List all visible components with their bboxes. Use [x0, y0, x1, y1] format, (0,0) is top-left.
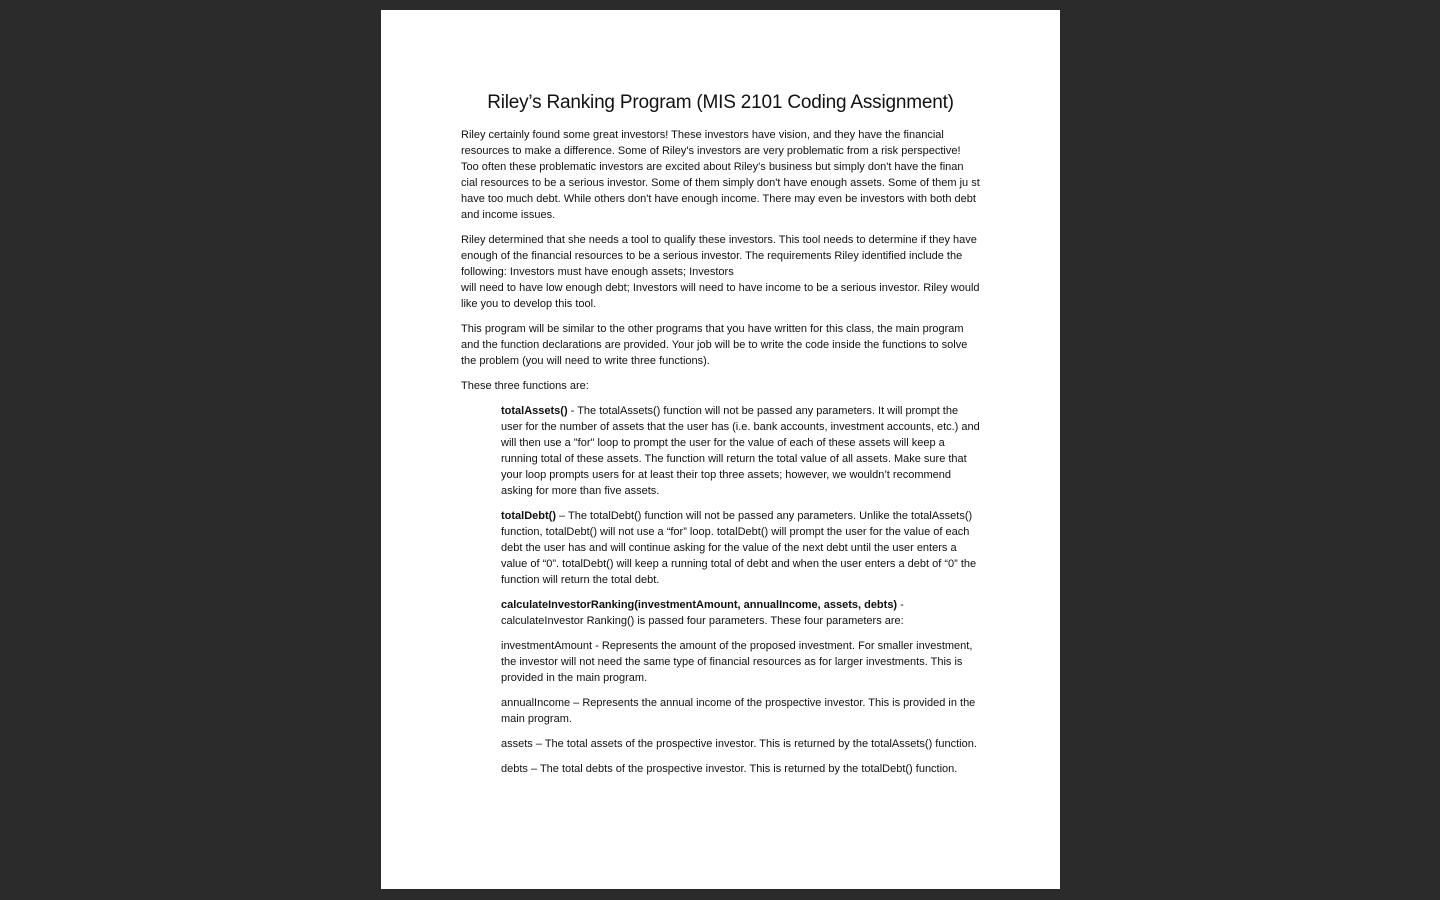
- requirements-paragraph: [461, 232, 980, 312]
- requirements-text-part-2: will need to have low enough debt; Investors will need to have income to be a serious investor. Riley would like you to develop this tool.: [461, 282, 980, 310]
- function-description: – The totalDebt() function will not be passed any parameters. Unlike the totalAssets() function, totalDebt() will not use a “for” loop. totalDebt() will prompt the user for the value of each debt the user has and will continue asking for the value of the next debt until the user enters a value of “0”. totalDebt() will keep a running total of debt and when the user enters a debt of “0” the function will return the total debt.: [501, 510, 977, 586]
- document-title: Riley’s Ranking Program (MIS 2101 Coding Assignment): [487, 92, 954, 113]
- parameter-assets: assets – The total assets of the prospective investor. This is returned by the totalAssets() function.: [501, 738, 977, 750]
- program-paragraph: This program will be similar to the other programs that you have written for this class, the main program and the function declarations are provided. Your job will be to write the code inside the functions to solve the problem (you will need to write three functions).: [461, 323, 968, 367]
- parameter-investment-amount: investmentAmount - Represents the amount of the proposed investment. For smaller investment, the investor will not need the same type of financial resources as for larger investments. This is provided in the main program.: [501, 640, 973, 684]
- document-page: [381, 10, 1060, 889]
- parameter-debts: debts – The total debts of the prospective investor. This is returned by the totalDebt() function.: [501, 763, 958, 775]
- requirements-text-part-1: Riley determined that she needs a tool to qualify these investors. This tool needs to determine if they have enough of the financial resources to be a serious investor. The requirements Riley identified include the following: Investors must have enough assets; Investors: [461, 234, 977, 278]
- function-name: totalDebt(): [501, 510, 556, 522]
- function-total-assets: [501, 403, 980, 499]
- functions-intro: These three functions are:: [461, 380, 589, 392]
- function-description: - calculateInvestor Ranking() is passed four parameters. These four parameters are:: [501, 599, 904, 627]
- intro-paragraph: Riley certainly found some great investors! These investors have vision, and they have the financial resources to make a difference. Some of Riley's investors are very problematic from a risk perspective! Too often these problematic investors are excited about Riley's business but simply don't have the finan cial resources to be a serious investor. Some of them simply don't have enough assets. Some of them ju st have too much debt. While others don't have enough income. There may even be investors with both debt and income issues.: [461, 129, 980, 221]
- parameter-annual-income: annualIncome – Represents the annual income of the prospective investor. This is provided in the main program.: [501, 697, 976, 725]
- function-calculate-investor-ranking: [501, 597, 980, 629]
- function-name: totalAssets(): [501, 405, 568, 417]
- function-name: calculateInvestorRanking(investmentAmount, annualIncome, assets, debts): [501, 599, 898, 611]
- function-description: - The totalAssets() function will not be passed any parameters. It will prompt the user for the number of assets that the user has (i.e. bank accounts, investment accounts, etc.) and will then use a "for" loop to prompt the user for the value of each of these assets will keep a running total of these assets. The function will return the total value of all assets. Make sure that your loop prompts users for at least their top three assets; however, we wouldn’t recommend asking for more than five assets.: [501, 405, 980, 497]
- function-total-debt: [501, 508, 980, 588]
